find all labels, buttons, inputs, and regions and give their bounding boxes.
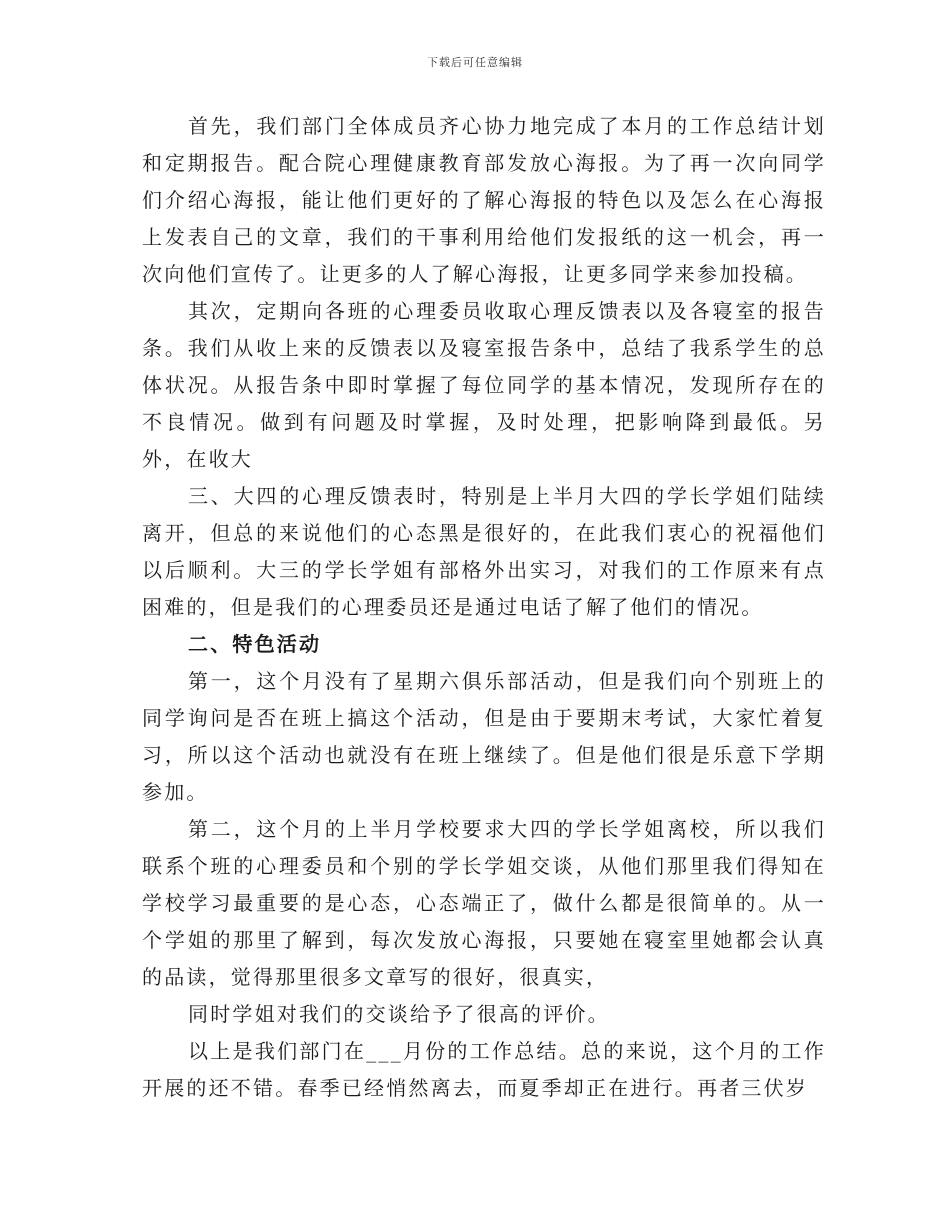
paragraph-third: 三、大四的心理反馈表时，特别是上半月大四的学长学姐们陆续离开，但总的来说他们的心态黑是很好的，在此我们衷心的祝福他们以后顺利。大三的学长学姐有部格外出实习，对我们的工作原来有点困难的，但是我们的心理委员还是通过电话了解了他们的情况。 <box>142 484 826 619</box>
document-body <box>142 108 826 1107</box>
page-header-note: 下载后可任意编辑 <box>427 56 523 69</box>
paragraph-intro: 首先，我们部门全体成员齐心协力地完成了本月的工作总结计划和定期报告。配合院心理健康教育部发放心海报。为了再一次向同学们介绍心海报，能让他们更好的了解心海报的特色以及怎么在心海报上发表自己的文章，我们的干事利用给他们发报纸的这一机会，再一次向他们宣传了。让更多的人了解心海报，让更多同学来参加投稿。 <box>142 114 826 286</box>
paragraph-second: 其次，定期向各班的心理委员收取心理反馈表以及各寝室的报告条。我们从收上来的反馈表以及寝室报告条中，总结了我系学生的总体状况。从报告条中即时掌握了每位同学的基本情况，发现所存在的不良情况。做到有问题及时掌握，及时处理，把影响降到最低。另外，在收大 <box>142 299 826 471</box>
paragraph-summary: 以上是我们部门在___月份的工作总结。总的来说，这个月的工作开展的还不错。春季已经悄然离去，而夏季却正在进行。再者三伏岁 <box>142 1039 826 1100</box>
paragraph-activity-one: 第一，这个月没有了星期六俱乐部活动，但是我们向个别班上的同学询问是否在班上搞这个活动，但是由于要期末考试，大家忙着复习，所以这个活动也就没有在班上继续了。但是他们很是乐意下学期参加。 <box>142 669 826 804</box>
paragraph-activity-two: 第二，这个月的上半月学校要求大四的学长学姐离校，所以我们联系个班的心理委员和个别的学长学姐交谈，从他们那里我们得知在学校学习最重要的是心态，心态端正了，做什么都是很简单的。从一个学姐的那里了解到，每次发放心海报，只要她在寝室里她都会认真的品读，觉得那里很多文章写的很好，很真实， <box>142 817 826 989</box>
paragraph-evaluation: 同时学姐对我们的交谈给予了很高的评价。 <box>188 1002 610 1026</box>
section-heading: 二、特色活动 <box>188 632 322 656</box>
